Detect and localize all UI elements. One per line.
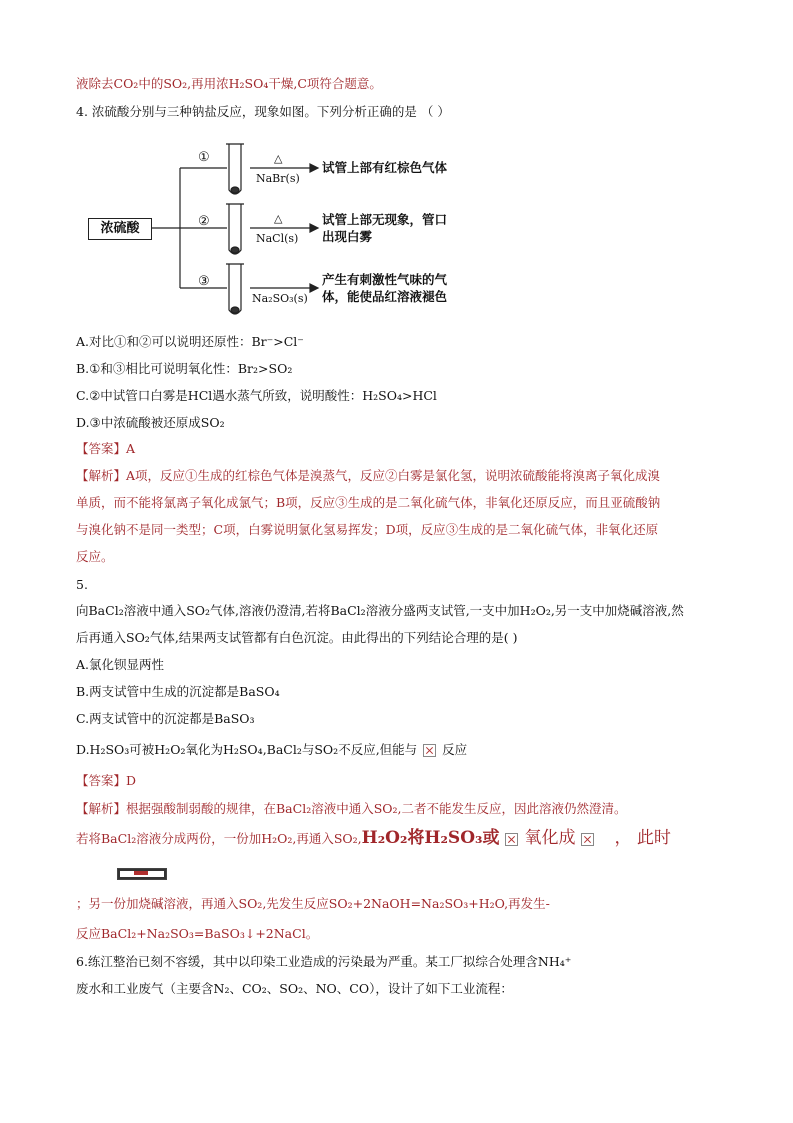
salt-3: Na₂SO₃(s) <box>252 292 308 305</box>
question-5-stem-1: 向BaCl₂溶液中通入SO₂气体,溶液仍澄清,若将BaCl₂溶液分盛两支试管,一支中加H₂O₂,另一支中加烧碱溶液,然 <box>76 603 684 618</box>
q4-answer: 【答案】A <box>76 441 136 456</box>
q5-option-b: B.两支试管中生成的沉淀都是BaSO₄ <box>76 684 280 699</box>
q5-option-d-tail: 反应 <box>442 742 468 757</box>
q5-exp2-mid: H₂O₂将H₂SO₃或 <box>361 828 500 848</box>
heat-symbol-2: △ <box>274 212 283 225</box>
observation-2a: 试管上部无现象，管口 <box>322 212 448 227</box>
test-tube-1 <box>226 144 244 194</box>
q4-explanation-4: 反应。 <box>76 549 114 564</box>
broken-image-icon <box>505 833 518 846</box>
observation-3b: 体，能使品红溶液褪色 <box>322 289 448 304</box>
q5-exp2-ox: 氧化成 <box>524 828 576 848</box>
label-2: ② <box>198 214 210 229</box>
question-6-stem-2: 废水和工业废气（主要含N₂、CO₂、SO₂、NO、CO），设计了如下工业流程： <box>76 981 513 996</box>
broken-image-icon <box>581 833 594 846</box>
q5-exp2-end: ， 此时 <box>614 828 671 848</box>
observation-1: 试管上部有红棕色气体 <box>322 160 448 175</box>
question-5-number: 5. <box>76 577 88 592</box>
reaction-diagram <box>82 138 502 318</box>
salt-1: NaBr(s) <box>256 172 300 185</box>
label-3: ③ <box>198 274 210 289</box>
q5-option-d-text: D.H₂SO₃可被H₂O₂氧化为H₂SO₄,BaCl₂与SO₂不反应,但能与 <box>76 742 418 757</box>
q4-explanation-3: 与溴化钠不是同一类型；C项，白雾说明氯化氢易挥发；D项，反应③生成的是二氧化硫气体，非氧化还原 <box>76 522 659 537</box>
broken-image-placeholder <box>117 868 167 880</box>
heat-symbol-1: △ <box>274 152 283 165</box>
q4-explanation-2: 单质，而不能将氯离子氧化成氯气；B项，反应③生成的是二氧化硫气体，非氧化还原反应，而且亚硫酸钠 <box>76 495 661 510</box>
q5-exp2-pre: 若将BaCl₂溶液分成两份，一份加H₂O₂,再通入SO₂, <box>76 831 362 846</box>
q5-option-a: A.氯化钡显两性 <box>76 657 165 672</box>
broken-image-icon <box>423 744 436 757</box>
prev-answer-tail: 液除去CO₂中的SO₂,再用浓H₂SO₄干燥,C项符合题意。 <box>76 76 382 91</box>
q5-explanation-4: 反应BaCl₂+Na₂SO₃=BaSO₃↓+2NaCl。 <box>76 926 319 941</box>
test-tube-2 <box>226 204 244 254</box>
question-6-stem-1: 6.练江整治已刻不容缓，其中以印染工业造成的污染最为严重。某工厂拟综合处理含NH₄⁺ <box>76 954 572 969</box>
test-tube-3 <box>226 264 244 314</box>
observation-3a: 产生有刺激性气味的气 <box>322 272 448 287</box>
q5-explanation-1: 【解析】根据强酸制弱酸的规律，在BaCl₂溶液中通入SO₂,二者不能发生反应，因此溶液仍然澄清。 <box>76 801 627 816</box>
q4-option-a: A.对比①和②可以说明还原性：Br⁻>Cl⁻ <box>76 334 304 349</box>
q4-option-c: C.②中试管口白雾是HCl遇水蒸气所致，说明酸性：H₂SO₄>HCl <box>76 388 437 403</box>
label-1: ① <box>198 150 210 165</box>
observation-2b: 出现白雾 <box>322 229 373 244</box>
q4-explanation-1: 【解析】A项，反应①生成的红棕色气体是溴蒸气，反应②白雾是氯化氢，说明浓硫酸能将溴离子氧化成溴 <box>76 468 661 483</box>
question-4-stem: 4. 浓硫酸分别与三种钠盐反应，现象如图。下列分析正确的是 （ ） <box>76 104 450 119</box>
q4-option-b: B.①和③相比可说明氧化性：Br₂>SO₂ <box>76 361 293 376</box>
q5-option-d <box>76 742 467 758</box>
q5-option-c: C.两支试管中的沉淀都是BaSO₃ <box>76 711 255 726</box>
reagent-box: 浓硫酸 <box>88 218 152 240</box>
q5-explanation-2 <box>76 830 671 847</box>
q5-explanation-3: ；另一份加烧碱溶液，再通入SO₂,先发生反应SO₂+2NaOH=Na₂SO₃+H₂O,再发生- <box>76 896 550 911</box>
salt-2: NaCl(s) <box>256 232 299 245</box>
q4-option-d: D.③中浓硫酸被还原成SO₂ <box>76 415 225 430</box>
q5-answer: 【答案】D <box>76 773 137 788</box>
question-5-stem-2: 后再通入SO₂气体,结果两支试管都有白色沉淀。由此得出的下列结论合理的是( ) <box>76 630 518 645</box>
